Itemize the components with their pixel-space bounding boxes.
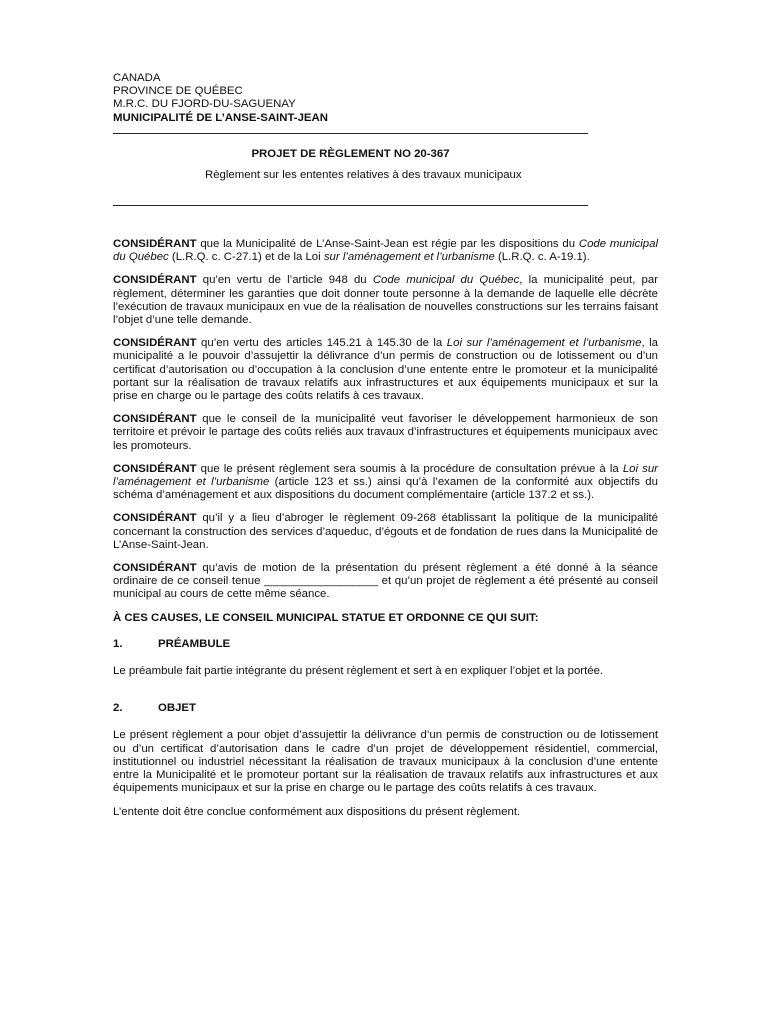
header-province: PROVINCE DE QUÉBEC [113, 85, 243, 98]
header-mrc: M.R.C. DU FJORD-DU-SAGUENAY [113, 98, 296, 111]
section-heading-objet [113, 702, 658, 715]
header-municipality: MUNICIPALITÉ DE L’ANSE-SAINT-JEAN [113, 111, 328, 124]
considerant-paragraph: CONSIDÉRANT qu’en vertu de l’article 948 du Code municipal du Québec, la municipalité peut, par règlement, déterminer les garanties que doit donner toute personne à la demande de laquelle elle décrète l’exécution de travaux municipaux en vue de la réalisation de nouvelles constructions sur les terrains faisant l’objet d’une telle demande. [113, 274, 659, 327]
considerant-paragraph: CONSIDÉRANT qu’il y a lieu d’abroger le règlement 09-268 établissant la politique de la municipalité concernant la construction des services d’aqueduc, d’égouts et de fondation de rues dans la Municipalité de L’Anse-Saint-Jean. [113, 512, 658, 551]
document-title: PROJET DE RÈGLEMENT NO 20-367 [251, 148, 450, 160]
section-title: OBJET [158, 702, 196, 715]
considerant-paragraph: CONSIDÉRANT que la Municipalité de L’Anse-Saint-Jean est régie par les dispositions du Code municipal du Québec (L.R.Q. c. C-27.1) et de la Loi sur l’aménagement et l’urbanisme (L.R.Q. c. A-19.1). [113, 238, 658, 264]
resolution-heading: À CES CAUSES, LE CONSEIL MUNICIPAL STATUE ET ORDONNE CE QUI SUIT: [113, 611, 539, 624]
section-heading-preambule [113, 638, 658, 651]
bottom-divider [113, 205, 588, 206]
header-country: CANADA [113, 72, 161, 84]
considerant-paragraph: CONSIDÉRANT qu’en vertu des articles 145.21 à 145.30 de la Loi sur l’aménagement et l’urbanisme, la municipalité a le pouvoir d’assujettir la délivrance d’un permis de construction ou de lotissement ou d’un certificat d’autorisation ou d’occupation à la conclusion d’une entente entre le promoteur et la municipalité portant sur la réalisation de travaux relatifs aux infrastructures et aux équipements municipaux et sur la prise en charge ou le partage des coûts relatifs à ces travaux. [113, 337, 658, 403]
document-header [113, 72, 328, 125]
section-number: 2. [113, 702, 123, 715]
section-paragraph: Le présent règlement a pour objet d’assujettir la délivrance d’un permis de construction ou de lotissement ou d’un certificat d’autorisation dans le cadre d’un projet de développement résidentiel, commercial, institutionnel ou industriel nécessitant la réalisation de travaux municipaux à la conclusion d’une entente entre la Municipalité et le promoteur portant sur la réalisation de travaux relatifs aux infrastructures et aux équipements municipaux et sur la prise en charge ou le partage des coûts relatifs à ces travaux. [113, 729, 658, 795]
considerant-paragraph: CONSIDÉRANT que le présent règlement sera soumis à la procédure de consultation prévue à la Loi sur l’aménagement et l’urbanisme (article 123 et ss.) ainsi qu’à l’examen de la conformité aux objectifs du schéma d’aménagement et aux dispositions du document complémentaire (article 137.2 et ss.). [113, 462, 658, 502]
section-title: PRÉAMBULE [158, 637, 231, 650]
document-body [113, 238, 658, 829]
considerant-paragraph: CONSIDÉRANT que le conseil de la municipalité veut favoriser le développement harmonieux de son territoire et prévoir le partage des coûts reliés aux travaux d’infrastructures et équipements municipaux avec les promoteurs. [113, 413, 658, 452]
top-divider [113, 133, 588, 134]
section-paragraph: Le préambule fait partie intégrante du présent règlement et sert à en expliquer l’objet et la portée. [113, 665, 604, 678]
section-number: 1. [113, 637, 123, 650]
document-subtitle: Règlement sur les ententes relatives à des travaux municipaux [205, 169, 522, 181]
considerant-paragraph: CONSIDÉRANT qu’avis de motion de la présentation du présent règlement a été donné à la séance ordinaire de ce conseil tenue __________________ et qu’un projet de règlement a été présenté au conseil municipal au cours de cette même séance. [113, 562, 658, 601]
section-paragraph: L’entente doit être conclue conformément aux dispositions du présent règlement. [113, 805, 521, 818]
